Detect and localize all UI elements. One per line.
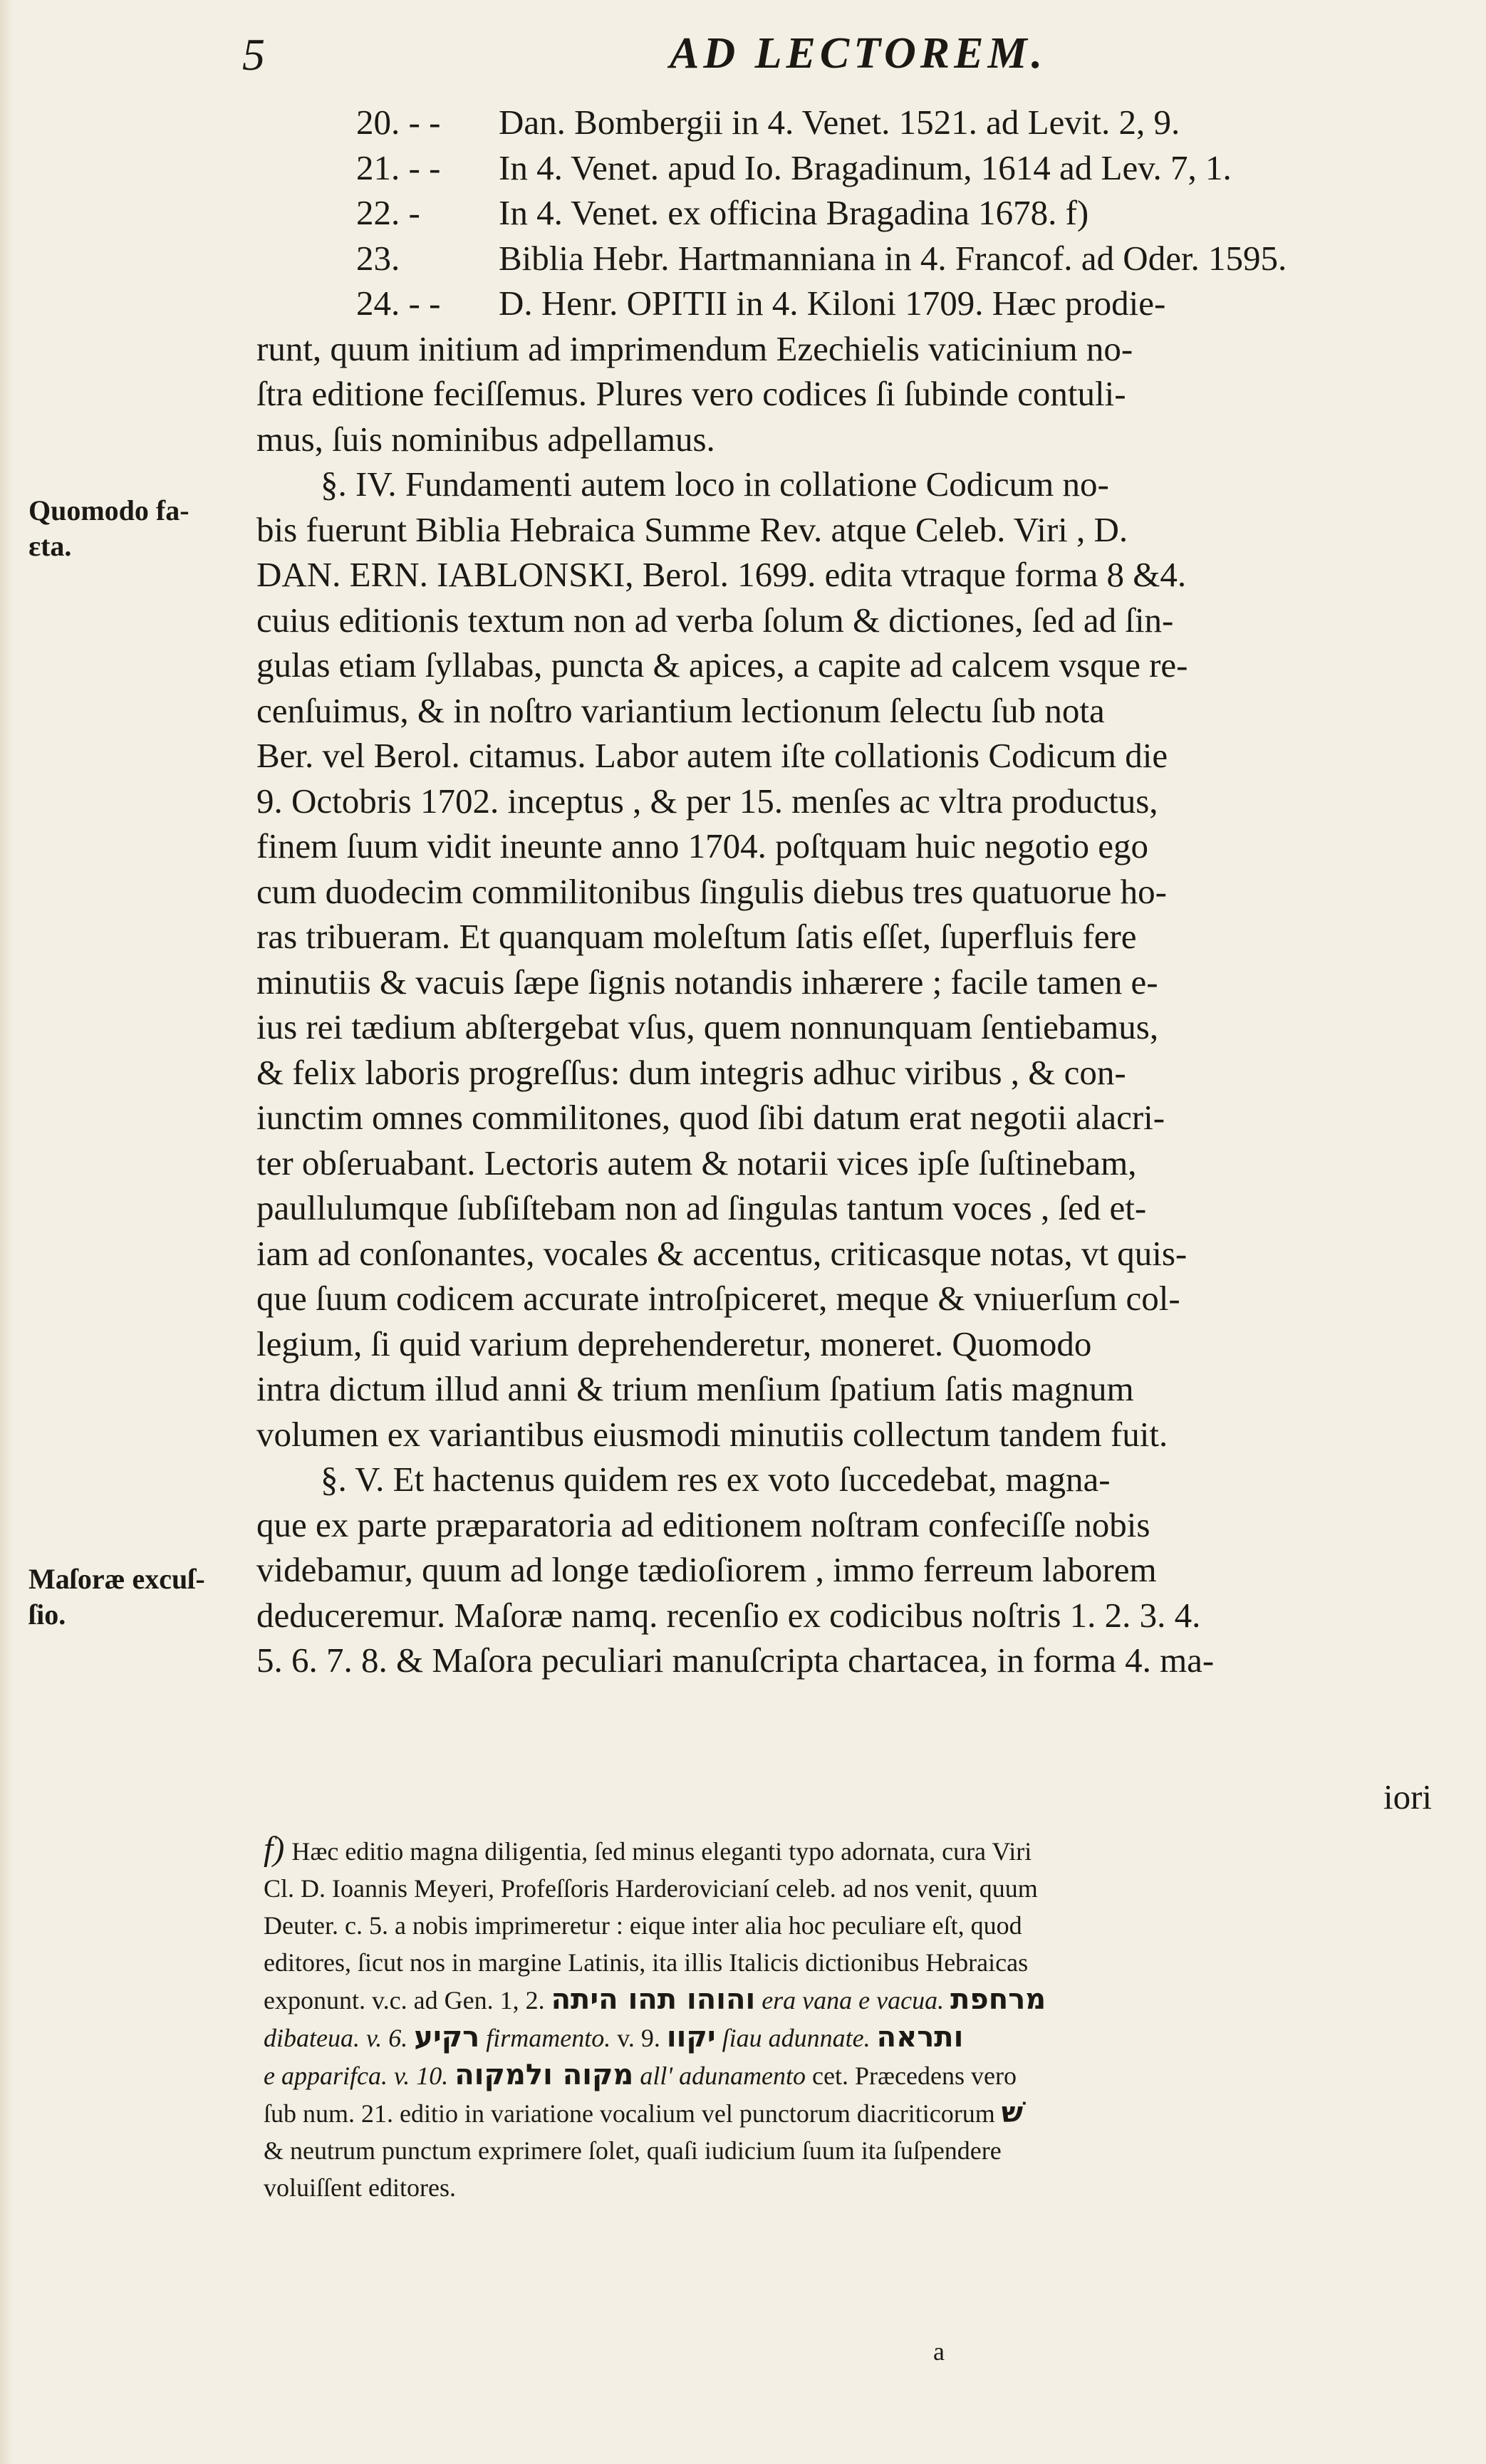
text-line: Ber. vel Berol. citamus. Labor autem iſte collationis Codicum die	[256, 736, 1168, 775]
text-line: finem ſuum vidit ineunte anno 1704. poſtquam huic negotio ego	[256, 826, 1149, 865]
footnote-mark: f)	[264, 1831, 285, 1868]
section-heading-line: §. IV. Fundamenti autem loco in collatione Codicum no-	[321, 464, 1109, 504]
page-number: 5	[242, 29, 265, 80]
edition-entry	[256, 236, 1432, 281]
text-line: videbamur, quum ad longe tædioſiorem , immo ferreum laborem	[256, 1550, 1157, 1589]
section-heading-line: §. V. Et hactenus quidem res ex voto ſuccedebat, magna-	[321, 1460, 1111, 1499]
text-line: paullulumque ſubſiſtebam non ad ſingulas tantum voces , ſed et-	[256, 1188, 1147, 1227]
text-line: que ſuum codicem accurate introſpiceret, meque & vniuerſum col-	[256, 1279, 1180, 1318]
text-line: ras tribueram. Et quanquam moleſtum ſatis eſſet, ſuperfluis fere	[256, 917, 1137, 956]
hebrew-word: יקוו	[666, 2021, 716, 2054]
signature-mark: a	[933, 2337, 945, 2366]
hebrew-word: מרחפת	[950, 1983, 1046, 2016]
main-text	[256, 100, 1432, 1683]
text-line: intra dictum illud anni & trium menſium ſpatium ſatis magnum	[256, 1369, 1134, 1408]
text-line: ter obſeruabant. Lectoris autem & notarii vices ipſe ſuſtinebam,	[256, 1143, 1137, 1182]
hebrew-word: רקיע	[414, 2021, 480, 2054]
edition-entry	[256, 145, 1432, 191]
edition-text: In 4. Venet. ex officina Bragadina 1678. f)	[499, 193, 1089, 232]
hebrew-letter-shin: שׁ	[1001, 2096, 1024, 2129]
text-line: iunctim omnes commilitones, quod ſibi datum erat negotii alacri-	[256, 1098, 1165, 1137]
edition-number: 22. -	[356, 193, 420, 232]
footnote-line: voluiſſent editores.	[264, 2173, 456, 2202]
hebrew-word: מקוה ולמקוה	[454, 2059, 634, 2091]
text-line: iam ad conſonantes, vocales & accentus, criticasque notas, vt quis-	[256, 1233, 1188, 1273]
catchword: iori	[1383, 1777, 1432, 1816]
hebrew-word: ותראה	[876, 2021, 964, 2054]
text-line: mus, ſuis nominibus adpellamus.	[256, 419, 715, 459]
hebrew-word: והוהו תהו היתה	[551, 1983, 756, 2016]
footnote-line: ſub num. 21. editio in variatione vocalium vel punctorum diacriticorum שׁ	[264, 2096, 1024, 2129]
text-line: runt, quum initium ad imprimendum Ezechielis vaticinium no-	[256, 328, 1133, 368]
text-line: cenſuimus, & in noſtro variantium lectionum ſelectu ſub nota	[256, 690, 1105, 730]
text-line: cuius editionis textum non ad verba ſolum & dictiones, ſed ad ſin-	[256, 600, 1174, 640]
footnote	[264, 1831, 1432, 2206]
edition-text: Dan. Bombergii in 4. Venet. 1521. ad Levit. 2, 9.	[499, 103, 1180, 142]
text-line: ſtra editione feciſſemus. Plures vero codices ſi ſubinde contuli-	[256, 374, 1126, 413]
edition-number: 23.	[356, 238, 400, 278]
text-line: bis fuerunt Biblia Hebraica Summe Rev. atque Celeb. Viri , D.	[256, 509, 1128, 549]
margin-note-quomodo: Quomodo fa- ɛta.	[28, 494, 189, 562]
footnote-line: Cl. D. Ioannis Meyeri, Profeſſoris Harderovicianí celeb. ad nos venit, quum	[264, 1874, 1038, 1903]
footnote-line: editores, ſicut nos in margine Latinis, ita illis Italicis dictionibus Hebraicas	[264, 1948, 1029, 1977]
text-line: que ex parte præparatoria ad editionem noſtram confeciſſe nobis	[256, 1504, 1150, 1544]
edition-text: In 4. Venet. apud Io. Bragadinum, 1614 ad Lev. 7, 1.	[499, 147, 1232, 187]
edition-number: 24. - -	[356, 284, 441, 323]
edition-number: 21. - -	[356, 147, 441, 187]
footnote-line: f) Hæc editio magna diligentia, ſed minus eleganti typo adornata, cura Viri	[264, 1831, 1032, 1868]
footnote-line: Deuter. c. 5. a nobis imprimeretur : eique inter alia hoc peculiare eſt, quod	[264, 1911, 1022, 1940]
page-header	[242, 28, 1439, 85]
text-line: deduceremur. Maſoræ namq. recenſio ex codicibus noſtris 1. 2. 3. 4.	[256, 1595, 1201, 1635]
text-line: ius rei tædium abſtergebat vſus, quem nonnunquam ſentiebamus,	[256, 1007, 1159, 1046]
paragraph-editions-end	[256, 326, 1432, 462]
text-line: legium, ſi quid varium deprehenderetur, moneret. Quomodo	[256, 1324, 1092, 1363]
footnote-line: & neutrum punctum exprimere ſolet, quaſi iudicium ſuum ita ſuſpendere	[264, 2136, 1002, 2165]
footnote-line: dibateua. v. 6. רקיע firmamento. v. 9. יקוו ſiau adunnate. ותראה	[264, 2021, 964, 2054]
edition-entry	[256, 190, 1432, 236]
text-line: & felix laboris progreſſus: dum integris adhuc viribus , & con-	[256, 1052, 1126, 1092]
text-line: minutiis & vacuis ſæpe ſignis notandis inhærere ; facile tamen e-	[256, 962, 1158, 1002]
footnote-line: exponunt. v.c. ad Gen. 1, 2. והוהו תהו היתה era vana e vacua. מרחפת	[264, 1983, 1046, 2016]
text-line: cum duodecim commilitonibus ſingulis diebus tres quatuorue ho-	[256, 871, 1167, 911]
edition-entry	[256, 281, 1432, 326]
margin-note-masorae: Maſoræ excuſ- ſio.	[28, 1563, 205, 1631]
page-edge	[0, 0, 13, 2464]
edition-text: D. Henr. OPITII in 4. Kiloni 1709. Hæc prodie-	[499, 284, 1166, 323]
edition-entry	[256, 100, 1432, 145]
running-title: AD LECTOREM.	[670, 29, 1047, 78]
text-line: 9. Octobris 1702. inceptus , & per 15. menſes ac vltra productus,	[256, 781, 1158, 821]
text-line: gulas etiam ſyllabas, puncta & apices, a capite ad calcem vsque re-	[256, 645, 1188, 685]
edition-number: 20. - -	[356, 103, 441, 142]
footnote-line: e apparifca. v. 10. מקוה ולמקוה all' adunamento cet. Præcedens vero	[264, 2059, 1017, 2091]
text-line: 5. 6. 7. 8. & Maſora peculiari manuſcripta chartacea, in forma 4. ma-	[256, 1641, 1215, 1680]
section-iv	[256, 462, 1432, 1457]
section-v	[256, 1457, 1432, 1683]
text-line: volumen ex variantibus eiusmodi minutiis collectum tandem fuit.	[256, 1414, 1168, 1454]
text-line: DAN. ERN. IABLONSKI, Berol. 1699. edita vtraque forma 8 &4.	[256, 555, 1187, 594]
edition-text: Biblia Hebr. Hartmanniana in 4. Francof. ad Oder. 1595.	[499, 238, 1287, 278]
